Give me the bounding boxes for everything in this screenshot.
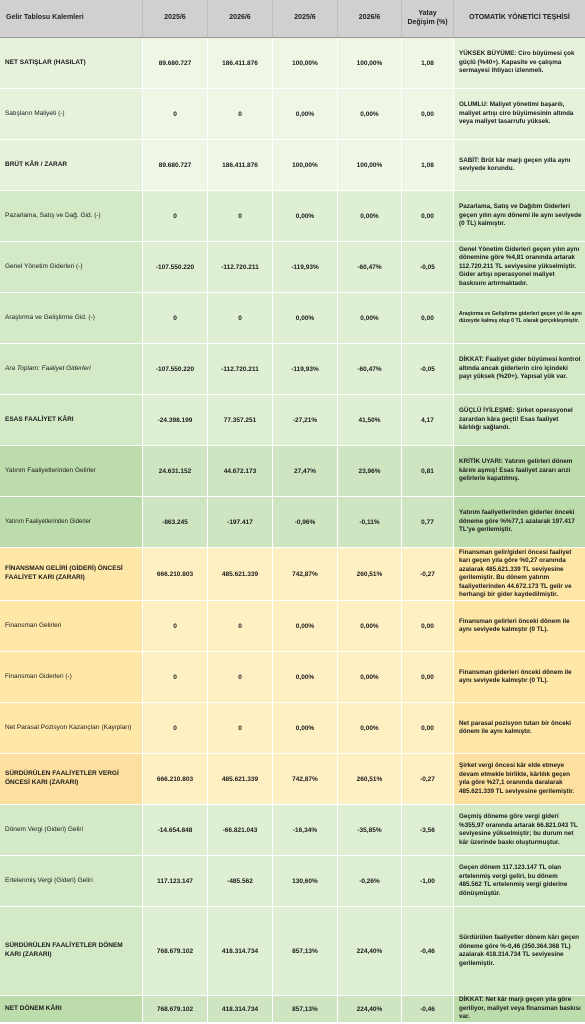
table-row <box>0 395 585 446</box>
diagnosis-comment <box>454 652 585 702</box>
cell-a: 666.210.803 <box>143 754 208 804</box>
cell-e: 1,08 <box>402 38 454 88</box>
row-label: Araştırma ve Geliştirme Gid. (-) <box>0 293 143 343</box>
diagnosis-text <box>459 356 582 382</box>
diagnosis-tag: SABİT: <box>459 156 480 164</box>
diagnosis-comment <box>454 191 585 241</box>
cell-b: 0 <box>208 703 273 753</box>
diagnosis-text <box>459 669 582 686</box>
cell-d: 0,00% <box>338 703 402 753</box>
cell-e: 0,00 <box>402 601 454 651</box>
diagnosis-comment <box>454 856 585 906</box>
row-label: Finansman Gelirleri <box>0 601 143 651</box>
cell-c: 742,87% <box>273 548 338 600</box>
cell-d: -35,85% <box>338 805 402 855</box>
cell-e: 0,77 <box>402 497 454 547</box>
diagnosis-body: Pazarlama, Satış ve Dağıtım Giderleri geçen yılın aynı dönemi ile aynı seviyede (0 TL) kalmıştır. <box>459 203 582 228</box>
diagnosis-tag: KRİTİK UYARI: <box>459 458 503 466</box>
cell-a: 768.679.102 <box>143 996 208 1022</box>
table-row <box>0 548 585 601</box>
header-2025-amount: 2025/6 <box>143 0 208 37</box>
diagnosis-comment <box>454 996 585 1022</box>
table-row <box>0 89 585 140</box>
row-label: BRÜT KÂR / ZARAR <box>0 140 143 190</box>
table-row <box>0 38 585 89</box>
row-label: Ara Toplam: Faaliyet Giderleri <box>0 344 143 394</box>
cell-e: 0,00 <box>402 89 454 139</box>
cell-c: 0,00% <box>273 652 338 702</box>
diagnosis-comment <box>454 907 585 995</box>
cell-b: 186.411.876 <box>208 140 273 190</box>
diagnosis-comment <box>454 548 585 600</box>
row-label: Satışların Maliyeti (-) <box>0 89 143 139</box>
row-label: Net Parasal Pozisyon Kazançları (Kayıpları) <box>0 703 143 753</box>
table-body <box>0 38 585 1023</box>
cell-c: 100,00% <box>273 140 338 190</box>
diagnosis-text <box>459 996 582 1022</box>
cell-c: -27,21% <box>273 395 338 445</box>
cell-a: 0 <box>143 89 208 139</box>
cell-c: 0,00% <box>273 191 338 241</box>
table-row <box>0 652 585 703</box>
row-label: SÜRDÜRÜLEN FAALİYETLER VERGİ ÖNCESİ KARI (ZARARI) <box>0 754 143 804</box>
cell-c: 0,00% <box>273 601 338 651</box>
cell-a: 117.123.147 <box>143 856 208 906</box>
diagnosis-body: Ciro büyümesi çok güçlü (%40+). Kapasite ve çalışma sermayesi ihtiyacı izlenmeli. <box>459 50 575 75</box>
diagnosis-comment <box>454 344 585 394</box>
cell-a: 0 <box>143 293 208 343</box>
cell-d: 23,96% <box>338 446 402 496</box>
cell-b: -112.720.211 <box>208 344 273 394</box>
cell-b: -112.720.211 <box>208 242 273 292</box>
diagnosis-body: Maliyet yönetimi başarılı, maliyet artışı ciro büyümesinin altında veya maliyet tasarrufu yüksek. <box>459 101 574 126</box>
cell-e: -1,00 <box>402 856 454 906</box>
cell-b: 485.621.339 <box>208 548 273 600</box>
cell-c: -119,93% <box>273 344 338 394</box>
cell-a: 24.631.152 <box>143 446 208 496</box>
diagnosis-tag: GÜÇLÜ İYİLEŞME: <box>459 407 515 415</box>
row-label: Ertelenmiş Vergi (Gideri) Geliri <box>0 856 143 906</box>
diagnosis-text <box>459 720 582 737</box>
cell-c: 857,13% <box>273 996 338 1022</box>
header-2026-amount: 2026/6 <box>208 0 273 37</box>
cell-d: 100,00% <box>338 38 402 88</box>
cell-e: 0,00 <box>402 652 454 702</box>
diagnosis-body: Net parasal pozisyon tutarı bir önceki dönem ile aynı kalmıştır. <box>459 719 571 735</box>
cell-a: 666.210.803 <box>143 548 208 600</box>
table-header <box>0 0 585 38</box>
cell-e: -0,46 <box>402 907 454 995</box>
diagnosis-comment <box>454 754 585 804</box>
diagnosis-text <box>459 50 582 76</box>
diagnosis-tag: YÜKSEK BÜYÜME: <box>459 50 517 58</box>
diagnosis-text <box>459 246 582 289</box>
header-horizontal-change: Yatay Değişim (%) <box>402 0 454 37</box>
diagnosis-text <box>459 407 582 433</box>
row-label: NET SATIŞLAR (HASILAT) <box>0 38 143 88</box>
cell-b: -66.821.043 <box>208 805 273 855</box>
cell-b: 0 <box>208 191 273 241</box>
cell-a: 0 <box>143 191 208 241</box>
diagnosis-text <box>459 101 582 127</box>
cell-e: -0,27 <box>402 548 454 600</box>
diagnosis-body: Yatırım faaliyetlerinden giderler önceki döneme göre %%77,1 azalarak 197.417 TL'ye gerilemiştir. <box>459 509 575 534</box>
diagnosis-text <box>459 157 582 174</box>
cell-b: 418.314.734 <box>208 907 273 995</box>
cell-c: -16,34% <box>273 805 338 855</box>
diagnosis-body: Sürdürülen faaliyetler dönem kârı geçen döneme göre %-0,46 (350.364.368 TL) azalarak 418.314.734 TL seviyesine gerilemiştir. <box>459 934 580 967</box>
diagnosis-comment <box>454 89 585 139</box>
row-label: Finansman Giderleri (-) <box>0 652 143 702</box>
cell-a: -863.245 <box>143 497 208 547</box>
diagnosis-text <box>459 934 582 968</box>
cell-d: 0,00% <box>338 89 402 139</box>
row-label: Pazarlama, Satış ve Dağ. Gid. (-) <box>0 191 143 241</box>
cell-d: 41,50% <box>338 395 402 445</box>
diagnosis-text <box>459 813 582 847</box>
cell-e: 0,81 <box>402 446 454 496</box>
diagnosis-body: Yatırım gelirleri dönem kârını aşmış! Esas faaliyet zararı arızi gelirlerle kapatılmış. <box>459 458 573 483</box>
header-2025-ratio: 2025/6 <box>273 0 338 37</box>
table-row <box>0 856 585 907</box>
cell-a: 0 <box>143 601 208 651</box>
diagnosis-comment <box>454 242 585 292</box>
diagnosis-tag: DİKKAT: <box>459 356 484 364</box>
diagnosis-body: Finansman gelir/gideri öncesi faaliyet karı geçen yıla göre %0,27 oranında azalarak 485.621.339 TL seviyesine gerilemiştir. Bu dönem yatırım faaliyetlerinden 44.672.173 TL gelir ve herhangi bir gider kaydedilmiştir. <box>459 548 572 598</box>
diagnosis-text <box>459 762 582 796</box>
table-row <box>0 497 585 548</box>
row-label: SÜRDÜRÜLEN FAALİYETLER DÖNEM KARI (ZARARI) <box>0 907 143 995</box>
diagnosis-comment <box>454 395 585 445</box>
table-row <box>0 293 585 344</box>
cell-e: -3,56 <box>402 805 454 855</box>
row-label: FİNANSMAN GELİRİ (GİDERİ) ÖNCESİ FAALİYET KARI (ZARARI) <box>0 548 143 600</box>
diagnosis-body: Geçmiş döneme göre vergi gideri %355,97 oranında artarak 66.821.043 TL seviyesine yükselmiştir; bu durum net kâr üzerinde baskı oluşturmuştur. <box>459 813 578 846</box>
cell-a: 0 <box>143 652 208 702</box>
cell-e: -0,27 <box>402 754 454 804</box>
cell-d: 224,40% <box>338 996 402 1022</box>
diagnosis-comment <box>454 703 585 753</box>
diagnosis-comment <box>454 140 585 190</box>
diagnosis-body: Finansman gelirleri önceki dönem ile aynı seviyede kalmıştır (0 TL). <box>459 617 570 633</box>
cell-d: 100,00% <box>338 140 402 190</box>
cell-a: 768.679.102 <box>143 907 208 995</box>
cell-b: 0 <box>208 89 273 139</box>
cell-d: 0,00% <box>338 191 402 241</box>
cell-e: -0,46 <box>402 996 454 1022</box>
row-label: Yatırım Faaliyetlerinden Giderler <box>0 497 143 547</box>
cell-b: 0 <box>208 293 273 343</box>
diagnosis-text <box>459 458 582 484</box>
cell-b: 418.314.734 <box>208 996 273 1022</box>
diagnosis-text <box>459 203 582 229</box>
diagnosis-body: Finansman giderleri önceki dönem ile aynı seviyede kalmıştır (0 TL). <box>459 668 572 684</box>
cell-e: 0,00 <box>402 293 454 343</box>
diagnosis-body: Net kâr marjı geçen yıla göre geriliyor, maliyet veya finansman baskısı var. <box>459 996 581 1021</box>
row-label: Dönem Vergi (Gideri) Geliri <box>0 805 143 855</box>
cell-e: -0,05 <box>402 344 454 394</box>
cell-a: 0 <box>143 703 208 753</box>
diagnosis-tag: DİKKAT: <box>459 996 484 1004</box>
table-row <box>0 446 585 497</box>
cell-b: 0 <box>208 652 273 702</box>
cell-d: -0,26% <box>338 856 402 906</box>
table-row <box>0 601 585 652</box>
table-row <box>0 344 585 395</box>
cell-a: -14.654.848 <box>143 805 208 855</box>
cell-c: 100,00% <box>273 38 338 88</box>
cell-e: 4,17 <box>402 395 454 445</box>
diagnosis-comment <box>454 497 585 547</box>
cell-b: 0 <box>208 601 273 651</box>
diagnosis-body: Araştırma ve Geliştirme giderleri geçen yıl ile aynı düzeyde kalmış olup 0 TL olarak gerçekleşmiştir. <box>459 310 582 324</box>
cell-a: -24.398.199 <box>143 395 208 445</box>
diagnosis-comment <box>454 601 585 651</box>
cell-d: -0,11% <box>338 497 402 547</box>
diagnosis-text <box>459 549 582 600</box>
cell-c: 27,47% <box>273 446 338 496</box>
diagnosis-text <box>459 618 582 635</box>
table-row <box>0 907 585 996</box>
cell-c: -0,96% <box>273 497 338 547</box>
cell-e: 1,08 <box>402 140 454 190</box>
cell-b: 485.621.339 <box>208 754 273 804</box>
cell-a: 89.680.727 <box>143 38 208 88</box>
diagnosis-comment <box>454 805 585 855</box>
cell-c: 0,00% <box>273 703 338 753</box>
cell-c: -119,93% <box>273 242 338 292</box>
cell-d: 224,40% <box>338 907 402 995</box>
cell-b: -197.417 <box>208 497 273 547</box>
cell-a: -107.550.220 <box>143 242 208 292</box>
diagnosis-comment <box>454 38 585 88</box>
diagnosis-comment <box>454 293 585 343</box>
row-label: Genel Yönetim Giderleri (-) <box>0 242 143 292</box>
row-label: NET DÖNEM KÂRI <box>0 996 143 1022</box>
cell-d: -60,47% <box>338 242 402 292</box>
table-row <box>0 242 585 293</box>
header-item: Gelir Tablosu Kalemleri <box>0 0 143 37</box>
diagnosis-body: Genel Yönetim Giderleri geçen yılın aynı dönemine göre %4,81 oranında artarak 112.720.211 TL seviyesine yükselmiştir. Gider artışı operasyonel maliyet baskısını artırmaktadır. <box>459 245 580 287</box>
table-row <box>0 703 585 754</box>
diagnosis-text <box>459 509 582 535</box>
cell-c: 0,00% <box>273 293 338 343</box>
table-row <box>0 754 585 805</box>
diagnosis-comment <box>454 446 585 496</box>
cell-a: 89.680.727 <box>143 140 208 190</box>
table-row <box>0 996 585 1023</box>
row-label: ESAS FAALİYET KÂRI <box>0 395 143 445</box>
cell-e: 0,00 <box>402 191 454 241</box>
table-row <box>0 140 585 191</box>
cell-d: 260,51% <box>338 754 402 804</box>
diagnosis-body: Faaliyet gider büyümesi kontrol altında ancak giderlerin ciro içindeki payı yüksek (%20+). Yapısal yük var. <box>459 356 581 381</box>
table-row <box>0 191 585 242</box>
cell-c: 0,00% <box>273 89 338 139</box>
diagnosis-text <box>459 864 582 898</box>
diagnosis-tag: OLUMLU: <box>459 101 489 109</box>
cell-a: -107.550.220 <box>143 344 208 394</box>
header-auto-diagnosis: OTOMATİK YÖNETİCİ TEŞHİSİ <box>469 14 570 22</box>
cell-d: 260,51% <box>338 548 402 600</box>
diagnosis-body: Şirket operasyonel zarardan kâra geçti! Esas faaliyet kârlılığı sağlandı. <box>459 407 573 432</box>
header-2026-ratio: 2026/6 <box>338 0 402 37</box>
diagnosis-body: Geçen dönem 117.123.147 TL olan ertelenmiş vergi geliri, bu dönem 485.562 TL ertelenmiş vergi giderine dönüşmüştür. <box>459 864 568 897</box>
cell-c: 857,13% <box>273 907 338 995</box>
cell-c: 742,87% <box>273 754 338 804</box>
row-label: Yatırım Faaliyetlerinden Gelirler <box>0 446 143 496</box>
cell-e: 0,00 <box>402 703 454 753</box>
cell-b: 77.357.251 <box>208 395 273 445</box>
table-row <box>0 805 585 856</box>
cell-b: 186.411.876 <box>208 38 273 88</box>
cell-b: 44.672.173 <box>208 446 273 496</box>
diagnosis-body: Brüt kâr marjı geçen yılla aynı seviyede korundu. <box>459 156 571 172</box>
cell-c: 130,60% <box>273 856 338 906</box>
cell-b: -485.562 <box>208 856 273 906</box>
diagnosis-text <box>459 311 582 325</box>
cell-e: -0,05 <box>402 242 454 292</box>
cell-d: -60,47% <box>338 344 402 394</box>
cell-d: 0,00% <box>338 293 402 343</box>
diagnosis-body: Şirket vergi öncesi kâr elde etmeye devam etmekle birlikte, kârlılık geçen yıla göre %27,1 oranında daralarak 485.621.339 TL seviyesine gerilemiştir. <box>459 762 575 795</box>
cell-d: 0,00% <box>338 601 402 651</box>
cell-d: 0,00% <box>338 652 402 702</box>
